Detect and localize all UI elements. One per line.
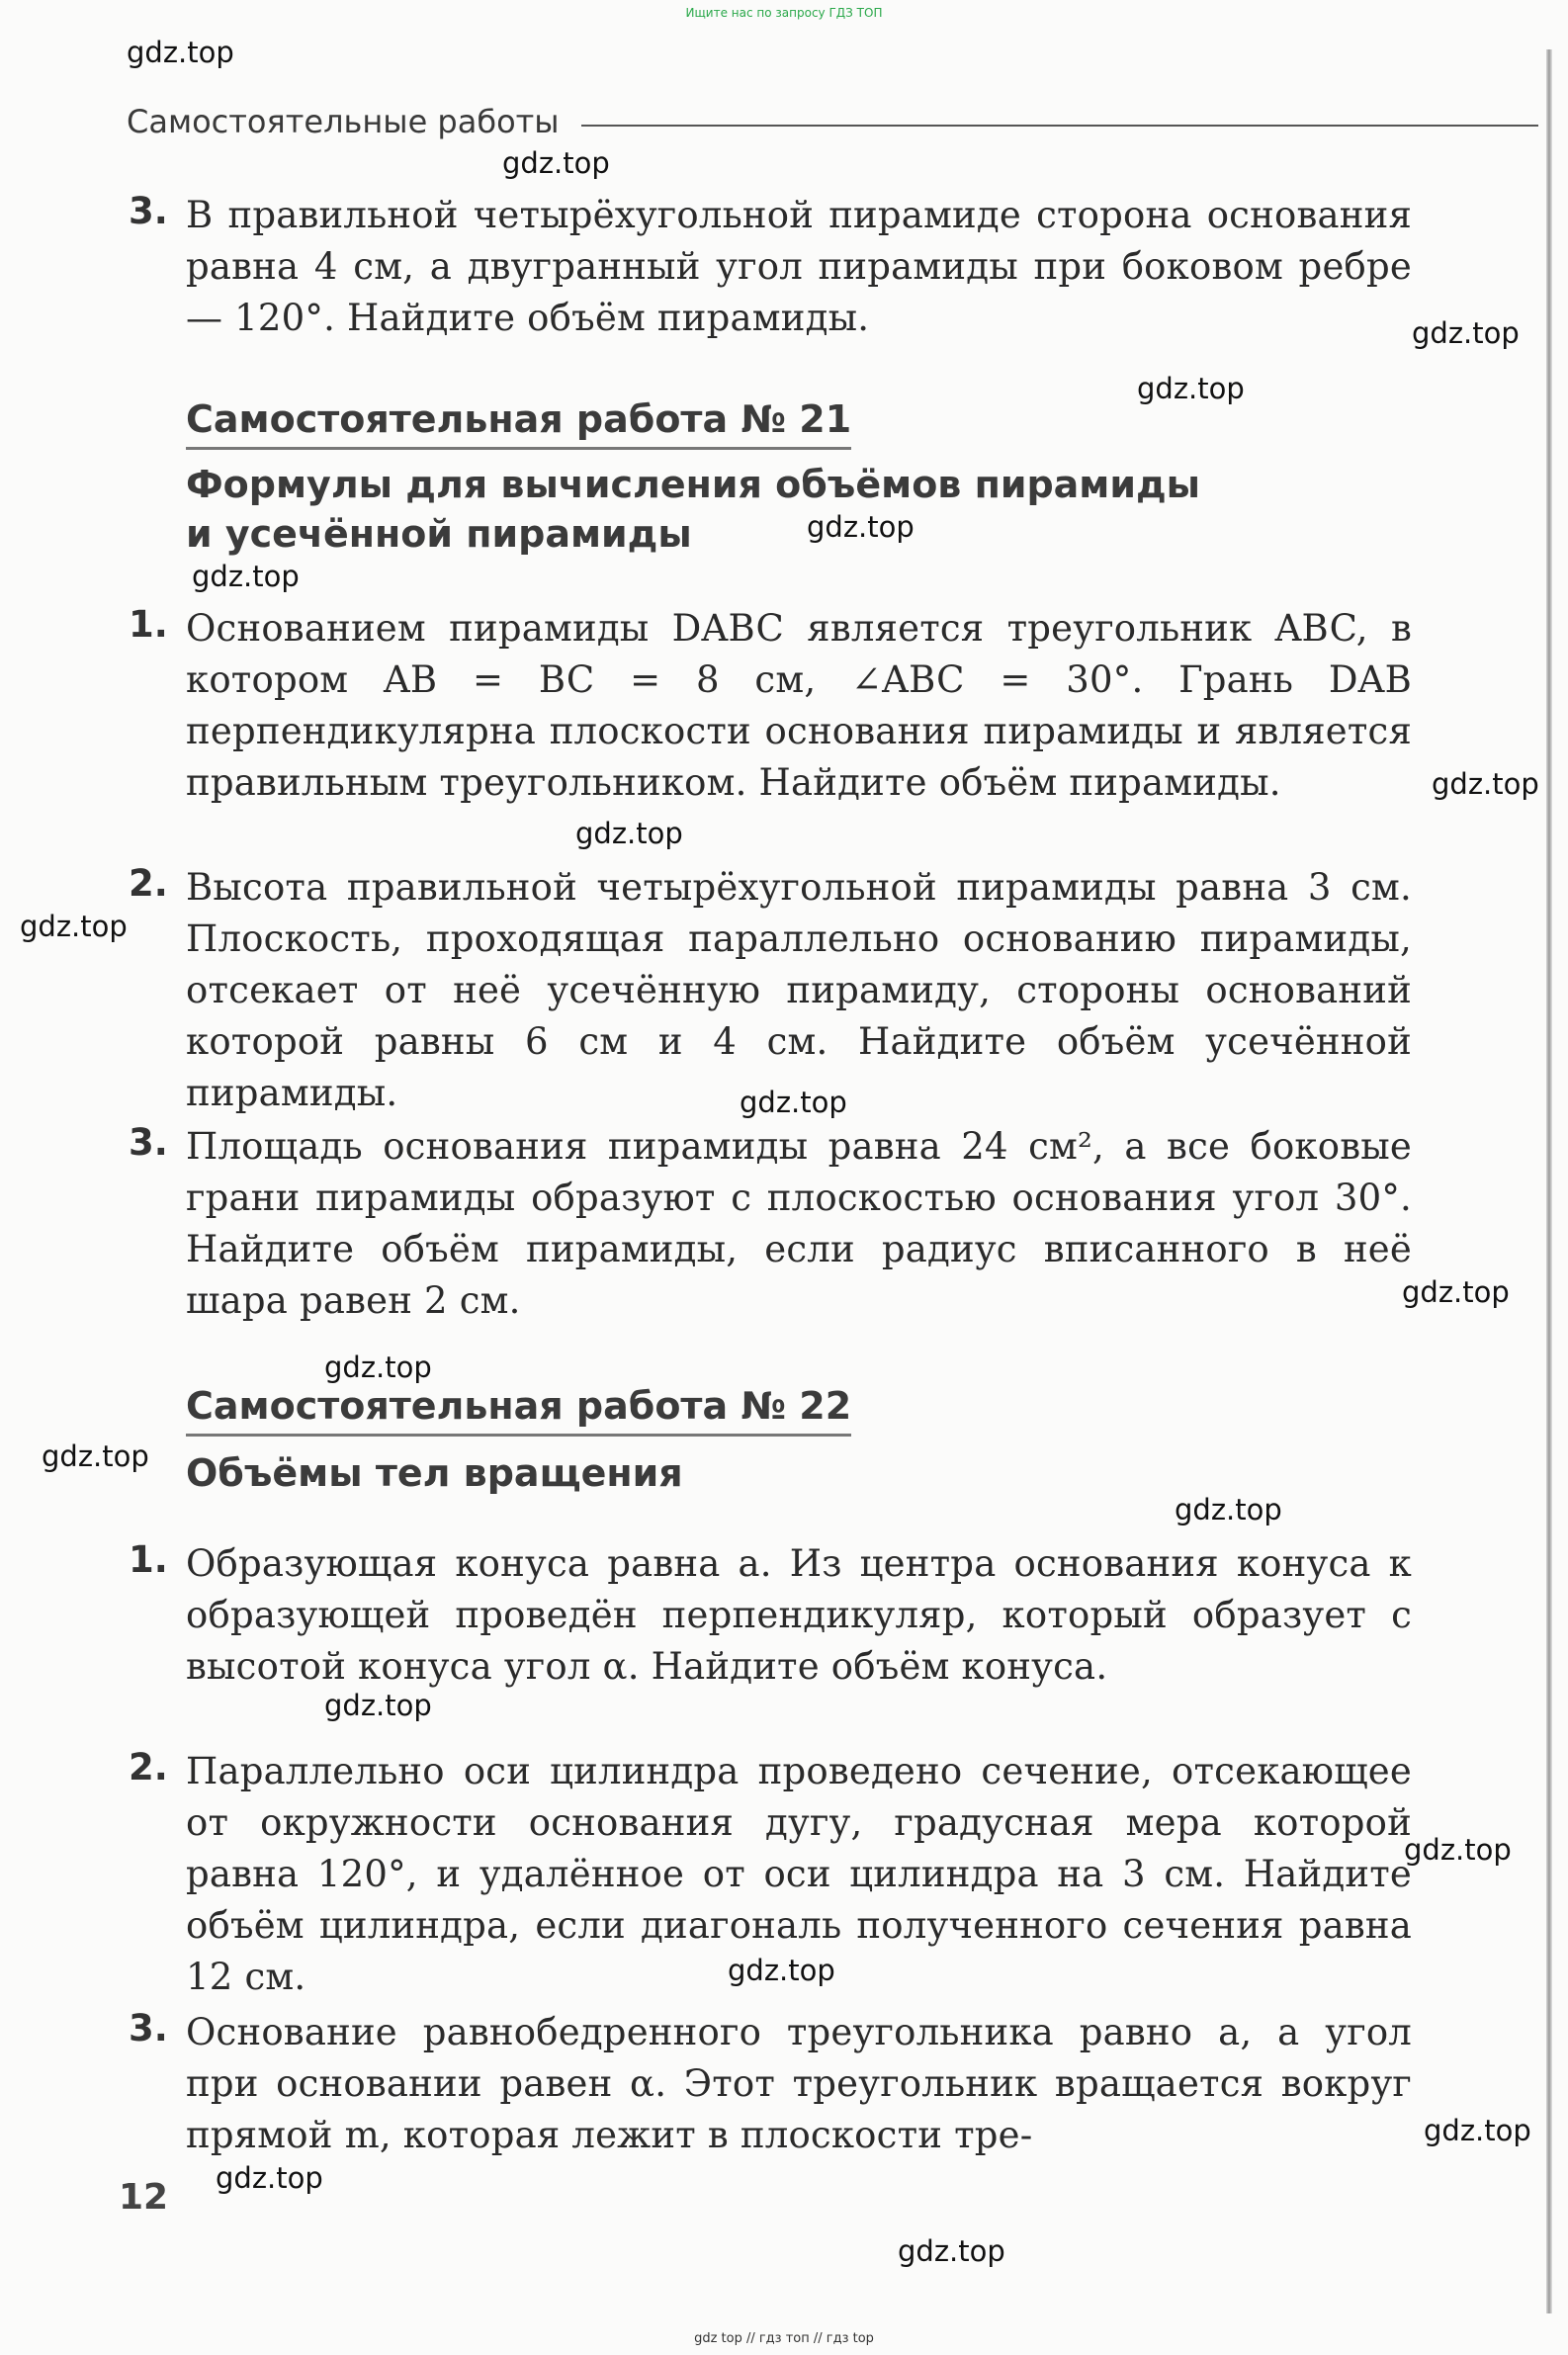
watermark: gdz.top (1402, 1275, 1510, 1309)
watermark: gdz.top (1424, 2114, 1531, 2147)
problem-text: Основание равнобедренного треугольника равно a, а угол при основании равен α. Этот треугольник вращается вокруг прямой m, которая лежит в плоскости тре- (186, 2011, 1412, 2156)
watermark: gdz.top (216, 2161, 323, 2195)
section-21-topic-line2: и усечённой пирамиды (186, 512, 692, 556)
problem-number: 2. (129, 1746, 168, 1788)
section-22-topic: Объёмы тел вращения (186, 1451, 683, 1495)
section-21-topic-line1: Формулы для вычисления объёмов пирамиды (186, 463, 1201, 506)
problem-text: Площадь основания пирамиды равна 24 см², а все боковые грани пирамиды образуют с плоскостью основания угол 30°. Найдите объём пирамиды, если радиус вписанного в неё шара равен 2 см. (186, 1125, 1412, 1322)
watermark: gdz.top (1175, 1493, 1282, 1526)
problem-text: В правильной четырёхугольной пирамиде сторона основания равна 4 см, а двугранный угол пирамиды при боковом ребре — 120°. Найдите объём пирамиды. (186, 194, 1412, 339)
problem-text: Образующая конуса равна a. Из центра основания конуса к образующей проведён перпендикуляр, который образует с высотой конуса угол α. Найдите объём конуса. (186, 1542, 1412, 1688)
watermark: gdz.top (1432, 767, 1539, 801)
header-rule (581, 125, 1538, 127)
bottom-banner[interactable]: gdz top // гдз топ // гдз top (694, 2331, 874, 2346)
header-title: Самостоятельные работы (127, 103, 560, 140)
problem-number: 1. (129, 1538, 168, 1581)
watermark: gdz.top (1137, 372, 1245, 405)
problem-number: 1. (129, 603, 168, 646)
section-22-title: Самостоятельная работа № 22 (186, 1384, 851, 1428)
watermark: gdz.top (1412, 316, 1520, 350)
watermark: gdz.top (1404, 1833, 1512, 1867)
section-21-title: Самостоятельная работа № 21 (186, 397, 851, 441)
running-header (127, 103, 1412, 146)
watermark: gdz.top (807, 510, 915, 544)
watermark: gdz.top (728, 1954, 835, 1987)
page-number: 12 (119, 2177, 169, 2218)
watermark: gdz.top (20, 910, 128, 943)
watermark: gdz.top (42, 1439, 149, 1473)
watermark: gdz.top (575, 817, 683, 850)
problem-text: Параллельно оси цилиндра проведено сечение, отсекающее от окружности основания дугу, градусная мера которой равна 120°, и удалённое от оси цилиндра на 3 см. Найдите объём цилиндра, если диагональ полученного сечения равна 12 см. (186, 1750, 1412, 1998)
watermark: gdz.top (324, 1351, 432, 1384)
problem-text: Высота правильной четырёхугольной пирамиды равна 3 см. Плоскость, проходящая параллельно основанию пирамиды, отсекает от неё усечённую пирамиду, стороны оснований которой равны 6 см и 4 см. Найдите объём усечённой пирамиды. (186, 866, 1412, 1114)
watermark: gdz.top (740, 1086, 847, 1119)
page-edge (1546, 49, 1552, 2313)
watermark: gdz.top (324, 1689, 432, 1722)
problem-number: 3. (129, 2007, 168, 2050)
problem-number: 2. (129, 862, 168, 905)
top-banner[interactable]: Ищите нас по запросу ГДЗ ТОП (685, 6, 883, 20)
watermark: gdz.top (898, 2234, 1005, 2268)
problem-number: 3. (129, 190, 168, 232)
problem-text: Основанием пирамиды DABC является треугольник ABC, в котором AB = BC = 8 см, ∠ABC = 30°. Грань DAB перпендикулярна плоскости основания пирамиды и является правильным треугольником. Найдите объём пирамиды. (186, 607, 1412, 804)
watermark: gdz.top (502, 146, 610, 180)
watermark: gdz.top (192, 560, 300, 593)
problem-number: 3. (129, 1121, 168, 1164)
watermark: gdz.top (127, 36, 234, 69)
